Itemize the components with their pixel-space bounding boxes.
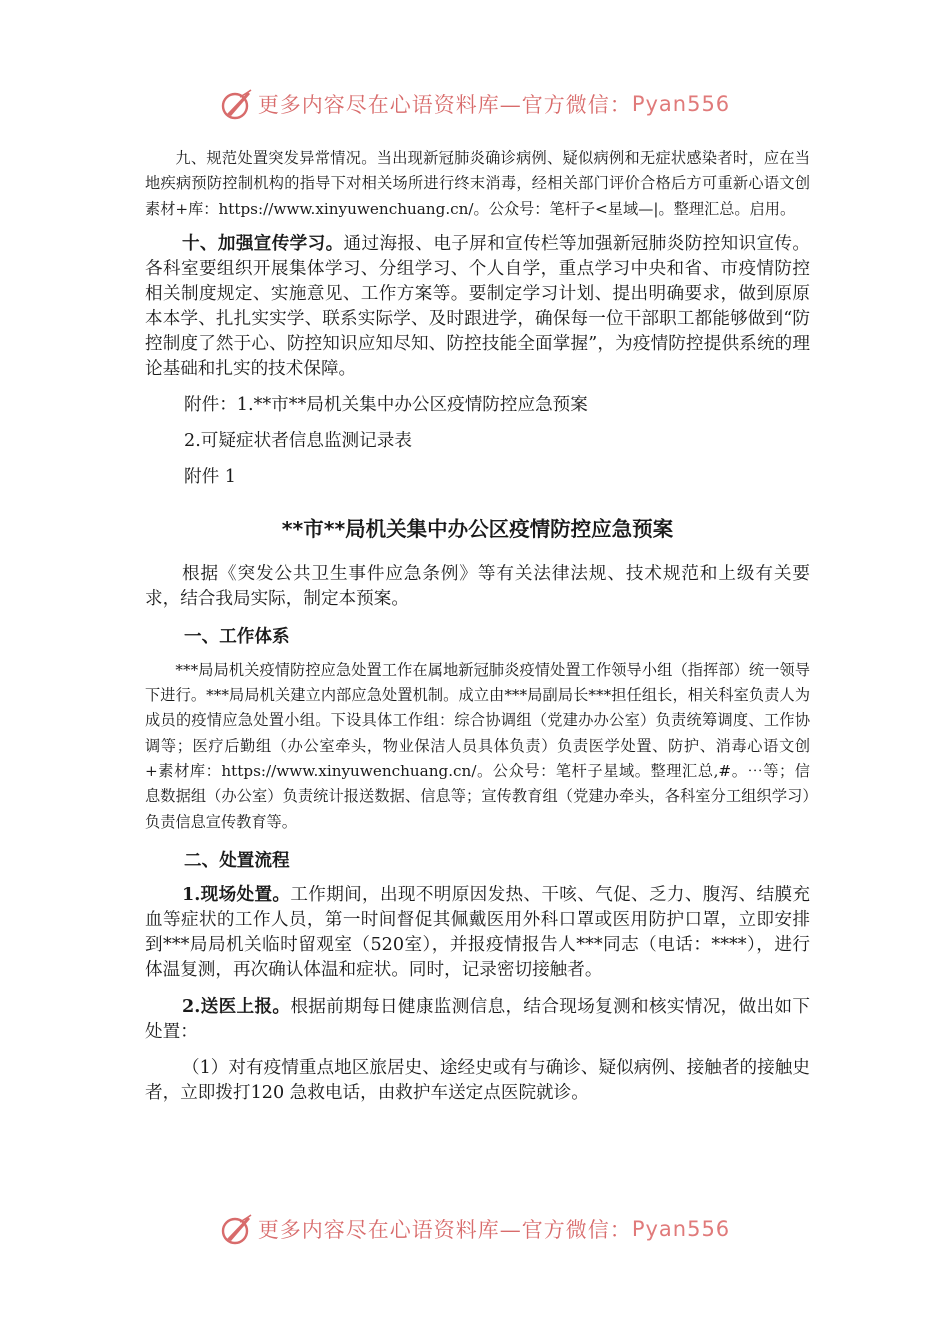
section-10-text: 通过海报、电子屏和宣传栏等加强新冠肺炎防控知识宣传。各科室要组织开展集体学习、分组学习、个人自学，重点学习中央和省、市疫情防控相关制度规定、实施意见、工作方案等。要制定学习计划、提出明确要求，做到原原本本学、扎扎实实学、联系实际学、及时跟进学，确保每一位干部职工都能够做到“防控制度了然于心、防控知识应知尽知、防控技能全面掌握”，为疫情防控提供系统的理论基础和扎实的技术保障。 <box>145 233 810 379</box>
banner-wechat-id: Pyan556 <box>631 92 731 116</box>
quill-logo-icon <box>220 87 254 121</box>
attachment-line-2: 2.可疑症状者信息监测记录表 <box>184 430 412 451</box>
quill-logo-icon <box>220 1212 254 1246</box>
section-9-paragraph: 九、规范处置突发异常情况。当出现新冠肺炎确诊病例、疑似病例和无症状感染者时，应在当地疾病预防控制机构的指导下对相关场所进行终末消毒，经相关部门评价合格后方可重新心语文创素材+库：https://www.xinyuwenchuang.cn/。公众号：笔杆子<星域—|。整理汇总。启用。 <box>145 149 810 218</box>
heading-work-system: 一、工作体系 <box>184 625 290 647</box>
attachment-line-1: 附件：1.**市**局机关集中办公区疫情防控应急预案 <box>184 394 588 415</box>
step-1-paragraph <box>145 882 810 983</box>
header-banner <box>0 84 950 124</box>
step-2-text: 根据前期每日健康监测信息，结合现场复测和核实情况，做出如下处置： <box>145 996 810 1042</box>
plan-title: **市**局机关集中办公区疫情防控应急预案 <box>281 516 674 541</box>
banner-wechat-id: Pyan556 <box>631 1217 731 1241</box>
item-1-paragraph: （1）对有疫情重点地区旅居史、途经史或有与确诊、疑似病例、接触者的接触史者，立即拨打120 急救电话，由救护车送定点医院就诊。 <box>145 1057 810 1103</box>
plan-intro: 根据《突发公共卫生事件应急条例》等有关法律法规、技术规范和上级有关要求，结合我局实际，制定本预案。 <box>145 563 810 609</box>
section-10-paragraph <box>145 231 810 382</box>
attachment-line-3: 附件 1 <box>184 466 236 487</box>
heading-procedure: 二、处置流程 <box>184 849 290 871</box>
document-body <box>145 146 810 1106</box>
step-1-text: 工作期间，出现不明原因发热、干咳、气促、乏力、腹泻、结膜充血等症状的工作人员，第一时间督促其佩戴医用外科口罩或医用防护口罩，立即安排到***局局机关临时留观室（520室），并报疫情报告人***同志（电话：****），进行体温复测，再次确认体温和症状。同时，记录密切接触者。 <box>145 884 810 980</box>
section-10-heading: 十、加强宣传学习。 <box>181 232 344 254</box>
step-2-paragraph <box>145 994 810 1045</box>
step-2-label: 2.送医上报。 <box>181 995 291 1017</box>
footer-banner <box>0 1209 950 1249</box>
work-system-paragraph: ***局局机关疫情防控应急处置工作在属地新冠肺炎疫情处置工作领导小组（指挥部）统一领导下进行。***局局机关建立内部应急处置机制。成立由***局副局长***担任组长，相关科室负责人为成员的疫情应急处置小组。下设具体工作组：综合协调组（党建办办公室）负责统筹调度、工作协调等；医疗后勤组（办公室牵头，物业保洁人员具体负责）负责医学处置、防护、消毒心语文创+素材库：https://www.xinyuwenchuang.cn/。公众号：笔杆子星域。整理汇总,#。⋯等；信息数据组（办公室）负责统计报送数据、信息等；宣传教育组（党建办牵头，各科室分工组织学习）负责信息宣传教育等。 <box>145 660 810 831</box>
banner-text: 更多内容尽在心语资料库—官方微信： <box>257 1218 632 1242</box>
step-1-label: 1.现场处置。 <box>181 883 291 905</box>
banner-text: 更多内容尽在心语资料库—官方微信： <box>257 93 632 117</box>
